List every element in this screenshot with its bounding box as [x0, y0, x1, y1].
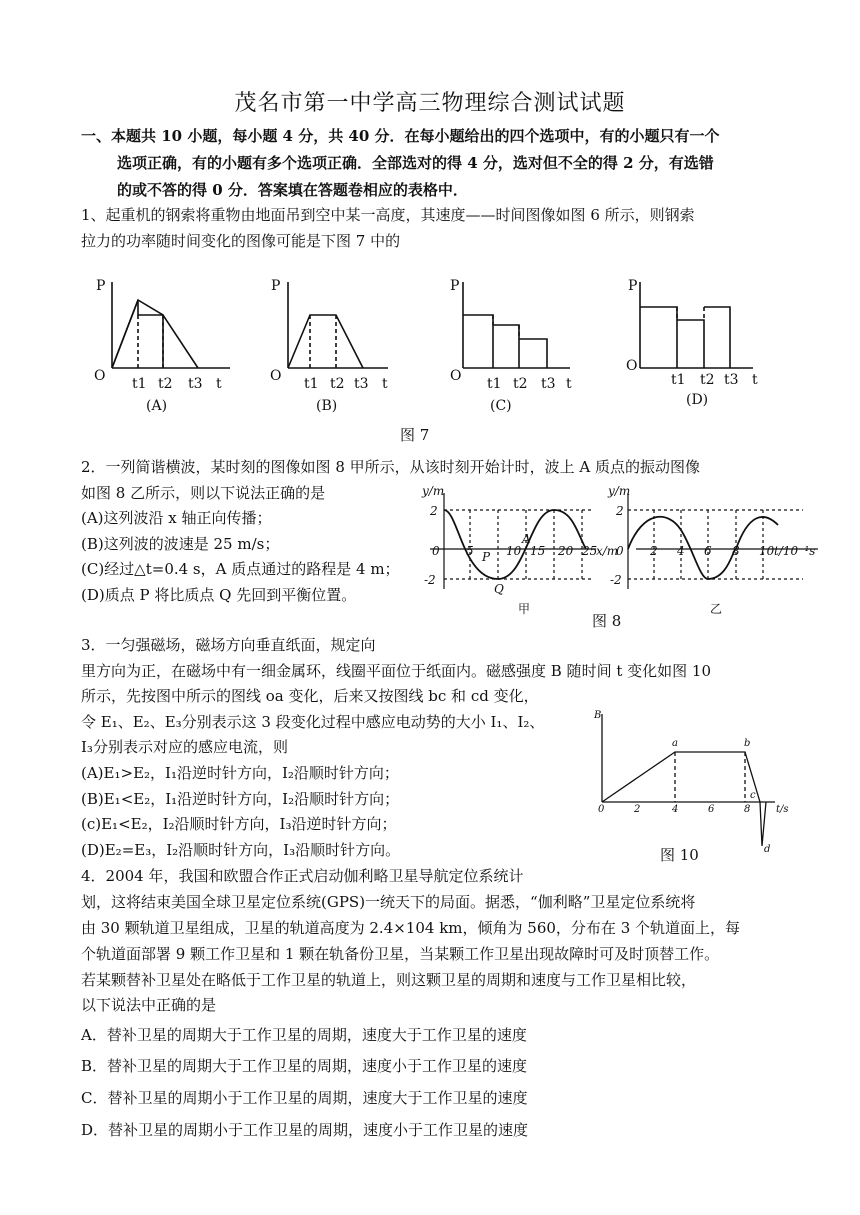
fig7-c-label: (C) — [490, 398, 512, 414]
question-4-option-b: B．替补卫星的周期大于工作卫星的周期，速度小于工作卫星的速度 — [81, 1057, 528, 1075]
question-3-option-a: (A)E₁>E₂，I₁沿逆时针方向，I₂沿顺时针方向； — [81, 764, 399, 782]
fig7-b-t3: t3 — [354, 376, 369, 392]
fig8-right-ytick-neg2: -2 — [610, 573, 622, 587]
fig7-b-t-axis: t — [382, 376, 388, 392]
fig8-right-xtick-0: 0 — [616, 544, 624, 558]
question-4-line-1: 4．2004 年，我国和欧盟合作正式启动伽利略卫星导航定位系统计 — [81, 867, 524, 885]
fig8-right-name: 乙 — [710, 602, 723, 616]
section-instructions-line-2: 选项正确，有的小题有多个选项正确．全部选对的得 4 分，选对但不全的得 2 分，有选错 — [117, 154, 714, 172]
fig8-left-xlabel: x/m — [596, 544, 619, 558]
page-title: 茂名市第一中学高三物理综合测试试题 — [234, 91, 626, 116]
fig7-d-t2: t2 — [700, 372, 715, 388]
fig7-d-p-label: P — [628, 278, 638, 294]
question-3-line-1: 3．一匀强磁场，磁场方向垂直纸面，规定向 — [81, 636, 376, 654]
fig7-b-p-label: P — [271, 278, 281, 294]
fig8-left-xtick-20: 20 — [558, 544, 574, 558]
fig7-b-t1: t1 — [304, 376, 319, 392]
question-3-option-c: (c)E₁<E₂，I₂沿顺时针方向，I₃沿逆时针方向； — [81, 815, 397, 833]
fig7-c-t3: t3 — [541, 376, 556, 392]
fig7-c-t2: t2 — [513, 376, 528, 392]
question-4-option-d: D．替补卫星的周期小于工作卫星的周期，速度小于工作卫星的速度 — [81, 1121, 529, 1139]
fig8-point-p: P — [482, 550, 491, 564]
question-4-line-3: 由 30 颗轨道卫星组成，卫星的轨道高度为 2.4×104 km，倾角为 560，分布在 3 个轨道面上，每 — [81, 919, 741, 937]
fig8-point-a: A — [522, 532, 531, 546]
figure-7-power-graphs — [88, 268, 788, 438]
fig7-a-t2: t2 — [158, 376, 173, 392]
fig7-d-t-axis: t — [752, 372, 758, 388]
question-2-option-d: (D)质点 P 将比质点 Q 先回到平衡位置。 — [81, 586, 357, 604]
figure-10-b-t-graph — [590, 706, 790, 856]
fig10-point-d: d — [764, 844, 771, 855]
fig8-left-xtick-15: 15 — [530, 544, 546, 558]
fig7-c-o-label: O — [450, 368, 462, 384]
question-1-stem-line-2: 拉力的功率随时间变化的图像可能是下图 7 中的 — [81, 232, 401, 250]
fig10-xtick-8: 8 — [744, 804, 751, 815]
fig7-a-o-label: O — [94, 368, 106, 384]
fig8-left-xtick-25: 25 — [582, 544, 598, 558]
fig7-a-label: (A) — [146, 398, 168, 414]
fig10-ylabel: B — [594, 710, 602, 721]
fig8-right-xtick-4: 4 — [677, 544, 685, 558]
fig7-a-t-axis: t — [216, 376, 222, 392]
fig8-right-xtick-2: 2 — [650, 544, 658, 558]
question-3-line-2: 里方向为正，在磁场中有一细金属环，线圈平面位于纸面内。磁感强度 B 随时间 t 变化如图 10 — [81, 662, 711, 680]
fig7-b-label: (B) — [316, 398, 338, 414]
fig8-left-xtick-5: 5 — [466, 544, 474, 558]
fig8-right-ytick-2: 2 — [616, 504, 624, 518]
fig8-right-ylabel: y/m — [608, 485, 631, 498]
figure-8-wave-graphs — [418, 485, 828, 620]
question-2-stem-line-1: 2．一列简谐横波，某时刻的图像如图 8 甲所示，从该时刻开始计时，波上 A 质点的振动图像 — [81, 458, 700, 476]
question-2-option-a: (A)这列波沿 x 轴正向传播； — [81, 509, 272, 527]
question-2-stem-line-2: 如图 8 乙所示，则以下说法正确的是 — [81, 484, 326, 502]
fig8-right-xtick-10: 10 — [759, 544, 775, 558]
question-4-option-c: C．替补卫星的周期小于工作卫星的周期，速度大于工作卫星的速度 — [81, 1089, 528, 1107]
question-3-option-d: (D)E₂=E₃，I₂沿顺时针方向，I₃沿顺时针方向。 — [81, 841, 401, 859]
fig7-d-t3: t3 — [724, 372, 739, 388]
fig10-xtick-0: 0 — [598, 804, 605, 815]
fig8-left-ylabel: y/m — [422, 485, 445, 498]
fig8-right-xtick-8: 8 — [732, 544, 740, 558]
fig8-point-q: Q — [494, 582, 504, 596]
fig8-left-ytick-2: 2 — [430, 504, 438, 518]
fig7-d-label: (D) — [686, 392, 709, 408]
fig10-xtick-4: 4 — [672, 804, 679, 815]
section-instructions-line-3: 的或不答的得 0 分．答案填在答题卷相应的表格中． — [117, 181, 468, 199]
fig7-c-p-label: P — [450, 278, 460, 294]
fig7-a-p-label: P — [96, 278, 106, 294]
figure-10-caption: 图 10 — [660, 846, 699, 864]
fig7-c-t-axis: t — [566, 376, 572, 392]
figure-8-caption: 图 8 — [592, 612, 622, 630]
fig10-xtick-6: 6 — [708, 804, 715, 815]
figure-7-caption: 图 7 — [400, 426, 430, 444]
fig10-point-c: c — [750, 790, 756, 801]
section-instructions-line-1: 一、本题共 10 小题，每小题 4 分，共 40 分．在每小题给出的四个选项中，有的小题只有一个 — [81, 127, 720, 145]
question-4-line-2: 划，这将结束美国全球卫星定位系统(GPS)一统天下的局面。据悉，“伽利略”卫星定位系统将 — [81, 893, 696, 911]
fig7-b-t2: t2 — [330, 376, 345, 392]
fig10-xlabel: t/s — [776, 804, 789, 815]
fig8-left-name: 甲 — [518, 602, 531, 616]
fig8-left-xtick-0: 0 — [432, 544, 440, 558]
fig8-right-xlabel: t/10⁻¹s — [774, 544, 816, 558]
question-2-option-c: (C)经过△t=0.4 s，A 质点通过的路程是 4 m； — [81, 560, 400, 578]
fig10-point-a: a — [672, 738, 678, 749]
fig8-right-xtick-6: 6 — [704, 544, 712, 558]
question-3-line-3: 所示，先按图中所示的图线 oa 变化，后来又按图线 bc 和 cd 变化， — [81, 687, 539, 705]
fig7-a-t1: t1 — [132, 376, 147, 392]
question-3-option-b: (B)E₁<E₂，I₁沿逆时针方向，I₂沿顺时针方向； — [81, 790, 400, 808]
fig8-left-ytick-neg2: -2 — [424, 573, 436, 587]
question-3-line-4: 令 E₁、E₂、E₃分别表示这 3 段变化过程中感应电动势的大小 I₁、I₂、 — [81, 713, 545, 731]
question-4-line-5: 若某颗替补卫星处在略低于工作卫星的轨道上，则这颗卫星的周期和速度与工作卫星相比较， — [81, 971, 697, 989]
question-1-stem-line-1: 1、起重机的钢索将重物由地面吊到空中某一高度，其速度——时间图像如图 6 所示，则钢索 — [81, 206, 695, 224]
fig10-point-b: b — [744, 738, 751, 749]
question-2-option-b: (B)这列波的波速是 25 m/s； — [81, 535, 280, 553]
fig8-left-xtick-10: 10 — [506, 544, 522, 558]
question-4-line-6: 以下说法中正确的是 — [81, 996, 217, 1014]
fig7-d-o-label: O — [626, 358, 638, 374]
question-3-line-5: I₃分别表示对应的感应电流，则 — [81, 738, 288, 756]
fig7-b-o-label: O — [270, 368, 282, 384]
question-4-line-4: 个轨道面部署 9 颗工作卫星和 1 颗在轨备份卫星，当某颗工作卫星出现故障时可及时顶替工作。 — [81, 945, 720, 963]
fig7-c-t1: t1 — [487, 376, 502, 392]
fig7-a-t3: t3 — [188, 376, 203, 392]
fig10-xtick-2: 2 — [634, 804, 641, 815]
fig7-d-t1: t1 — [671, 372, 686, 388]
question-4-option-a: A．替补卫星的周期大于工作卫星的周期，速度大于工作卫星的速度 — [81, 1026, 527, 1044]
